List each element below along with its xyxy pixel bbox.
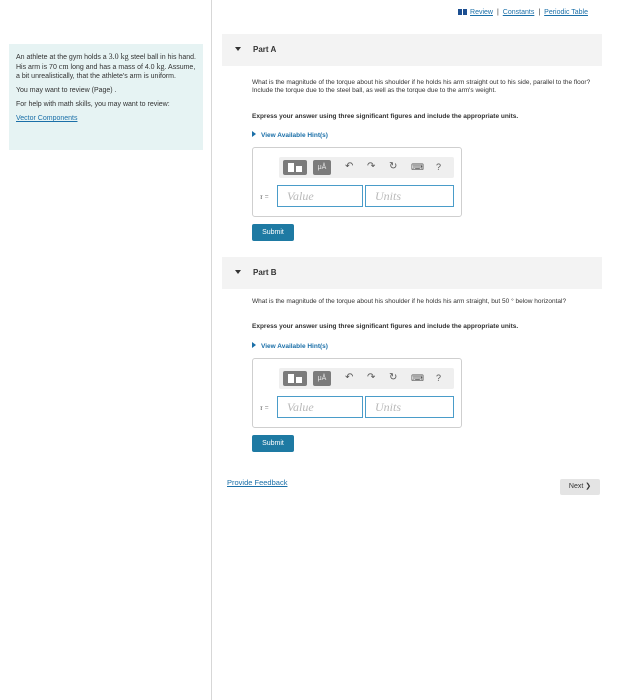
book-icon: [458, 9, 467, 15]
tau-label: τ =: [260, 193, 269, 201]
help-icon[interactable]: ?: [436, 373, 442, 383]
collapse-caret-icon: [235, 47, 241, 51]
part-a-answer-box: [252, 147, 462, 217]
undo-icon[interactable]: ↶: [345, 372, 354, 383]
expand-triangle-icon: [252, 342, 256, 348]
part-b-header[interactable]: [222, 257, 602, 289]
units-button[interactable]: μÅ: [313, 371, 331, 386]
part-b-title: Part B: [253, 268, 277, 277]
part-b-submit-button[interactable]: Submit: [252, 435, 294, 452]
part-b-hints-toggle[interactable]: View Available Hint(s): [252, 342, 328, 350]
part-b-answer-box: [252, 358, 462, 428]
value-input[interactable]: Value: [277, 185, 363, 207]
review-note: You may want to review (Page) .: [16, 87, 117, 94]
math-toolbar: [279, 157, 454, 178]
part-b-question: What is the magnitude of the torque about his shoulder if he holds his arm straight, but 50 ° below horizontal?: [252, 298, 567, 305]
periodic-table-link[interactable]: Periodic Table: [544, 9, 588, 16]
help-icon[interactable]: ?: [436, 162, 442, 172]
top-links: Review | Constants | Periodic Table: [458, 9, 588, 16]
tau-label: τ =: [260, 404, 269, 412]
part-a-header[interactable]: [222, 34, 602, 66]
units-input[interactable]: Units: [365, 396, 454, 418]
part-a-question: What is the magnitude of the torque about his shoulder if he holds his arm straight out to his side, parallel to the floor? Include the torque due to the steel ball, as well as the torque due to the arm's weight.: [252, 79, 591, 94]
value-input[interactable]: Value: [277, 396, 363, 418]
next-button[interactable]: Next ❯: [560, 479, 600, 495]
templates-icon[interactable]: [283, 160, 307, 175]
part-a-hints-toggle[interactable]: View Available Hint(s): [252, 131, 328, 139]
undo-icon[interactable]: ↶: [345, 161, 354, 172]
math-help-note: For help with math skills, you may want to review:: [16, 101, 170, 108]
units-button[interactable]: μÅ: [313, 160, 331, 175]
templates-icon[interactable]: [283, 371, 307, 386]
part-a-submit-button[interactable]: Submit: [252, 224, 294, 241]
main-panel: [212, 0, 618, 700]
part-a-instruction: Express your answer using three significant figures and include the appropriate units.: [252, 113, 519, 120]
provide-feedback-link[interactable]: Provide Feedback: [227, 478, 288, 487]
vector-components-link[interactable]: Vector Components: [16, 115, 78, 122]
review-link[interactable]: Review: [470, 9, 493, 16]
keyboard-icon[interactable]: ⌨: [411, 373, 424, 383]
problem-statement: [9, 44, 203, 150]
reset-icon[interactable]: ↻: [389, 372, 398, 383]
part-b-instruction: Express your answer using three significant figures and include the appropriate units.: [252, 323, 519, 330]
redo-icon[interactable]: ↷: [367, 161, 376, 172]
units-input[interactable]: Units: [365, 185, 454, 207]
problem-intro: An athlete at the gym holds a 3.0 kg steel ball in his hand. His arm is 70 cm long and has a mass of 4.0 kg. Assume, a bit unrealistically, that the athlete's arm is uniform.: [16, 52, 196, 80]
keyboard-icon[interactable]: ⌨: [411, 162, 424, 172]
constants-link[interactable]: Constants: [502, 9, 535, 16]
reset-icon[interactable]: ↻: [389, 161, 398, 172]
redo-icon[interactable]: ↷: [367, 372, 376, 383]
expand-triangle-icon: [252, 131, 256, 137]
problem-sidebar: [0, 0, 212, 700]
part-a-title: Part A: [253, 45, 277, 54]
collapse-caret-icon: [235, 270, 241, 274]
math-toolbar: [279, 368, 454, 389]
